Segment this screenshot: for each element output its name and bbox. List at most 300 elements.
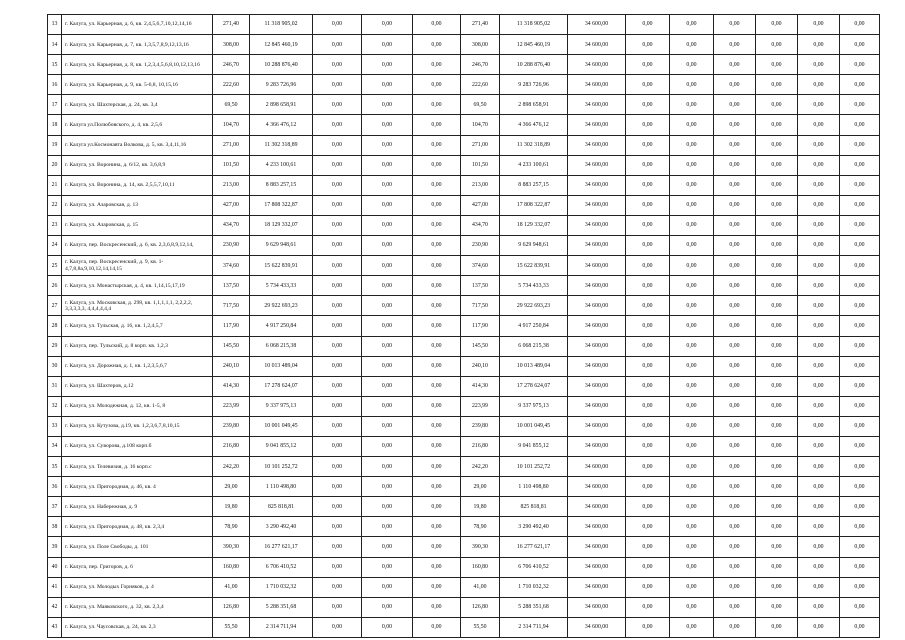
area-cell: 434,70 — [213, 215, 250, 235]
col16-cell: 0,00 — [840, 376, 880, 396]
area-cell: 104,70 — [213, 115, 250, 135]
col7-cell: 0,00 — [413, 276, 461, 296]
col12-cell: 0,00 — [670, 195, 714, 215]
cost2-cell: 11 302 318,89 — [500, 135, 568, 155]
col11-cell: 0,00 — [626, 215, 670, 235]
address-cell: г. Калуга, ул. Пригородная, д. 48, кв. 2,3,4 — [62, 517, 213, 537]
col16-cell: 0,00 — [840, 215, 880, 235]
col7-cell: 0,00 — [413, 376, 461, 396]
col11-cell: 0,00 — [626, 577, 670, 597]
col16-cell: 0,00 — [840, 617, 880, 637]
table-row — [48, 296, 880, 316]
col14-cell: 0,00 — [756, 296, 798, 316]
address-cell: г. Калуга, пер. Воскресенский, д. 9, кв. 1-4,7,8,8а,9,10,12,14,14,15 — [62, 256, 213, 276]
col13-cell: 0,00 — [714, 457, 756, 477]
area2-cell: 160,80 — [461, 557, 500, 577]
col12-cell: 0,00 — [670, 336, 714, 356]
address-cell: г. Калуга, ул. Набережная, д. 9 — [62, 497, 213, 517]
area-cell: 230,90 — [213, 236, 250, 256]
col15-cell: 0,00 — [798, 155, 840, 175]
col6-cell: 0,00 — [362, 396, 413, 416]
col12-cell: 0,00 — [670, 155, 714, 175]
col11-cell: 0,00 — [626, 336, 670, 356]
col13-cell: 0,00 — [714, 256, 756, 276]
row-index: 29 — [48, 336, 62, 356]
cost2-cell: 9 283 726,96 — [500, 75, 568, 95]
area-cell: 414,30 — [213, 376, 250, 396]
row-index: 20 — [48, 155, 62, 175]
area-cell: 19,80 — [213, 497, 250, 517]
col16-cell: 0,00 — [840, 416, 880, 436]
address-cell: г. Калуга, пер. Григоров, д. 6 — [62, 557, 213, 577]
col6-cell: 0,00 — [362, 215, 413, 235]
col13-cell: 0,00 — [714, 597, 756, 617]
col11-cell: 0,00 — [626, 477, 670, 497]
table-row — [48, 35, 880, 55]
area-cell: 69,50 — [213, 95, 250, 115]
cost-cell: 29 922 693,23 — [250, 296, 313, 316]
address-cell: г. Калуга, ул. Шахтерская, д. 24, кв. 3,4 — [62, 95, 213, 115]
row-index: 33 — [48, 416, 62, 436]
rate-cell: 34 600,00 — [568, 497, 626, 517]
address-cell: г. Калуга ул.Полюбовского, д. 4, кв. 2,5,6 — [62, 115, 213, 135]
col15-cell: 0,00 — [798, 517, 840, 537]
col11-cell: 0,00 — [626, 597, 670, 617]
col15-cell: 0,00 — [798, 356, 840, 376]
address-cell: г. Калуга, ул. Азаровская, д. 15 — [62, 215, 213, 235]
table-row — [48, 376, 880, 396]
col14-cell: 0,00 — [756, 135, 798, 155]
col5-cell: 0,00 — [313, 396, 362, 416]
row-index: 23 — [48, 215, 62, 235]
cost2-cell: 11 318 905,02 — [500, 15, 568, 35]
address-cell: г. Калуга, пер. Воскресенский, д. 6, кв. 2,3,6,8,9,12,14, — [62, 236, 213, 256]
address-cell: г. Калуга, ул. Азаровская, д. 13 — [62, 195, 213, 215]
row-index: 40 — [48, 557, 62, 577]
area2-cell: 427,00 — [461, 195, 500, 215]
cost2-cell: 17 808 322,87 — [500, 195, 568, 215]
col13-cell: 0,00 — [714, 436, 756, 456]
col13-cell: 0,00 — [714, 75, 756, 95]
address-cell: г. Калуга, ул. Московская, д. 298, кв. 1,1,1,1,1, 2,2,2,2, 3,3,3,3,3, 4,4,4,4,4,4 — [62, 296, 213, 316]
col7-cell: 0,00 — [413, 215, 461, 235]
cost2-cell: 10 013 489,04 — [500, 356, 568, 376]
cost-cell: 2 314 711,94 — [250, 617, 313, 637]
col7-cell: 0,00 — [413, 497, 461, 517]
area-cell: 55,50 — [213, 617, 250, 637]
cost-cell: 6 068 215,38 — [250, 336, 313, 356]
col11-cell: 0,00 — [626, 296, 670, 316]
cost-cell: 1 110 498,80 — [250, 477, 313, 497]
cost2-cell: 1 110 498,80 — [500, 477, 568, 497]
cost2-cell: 1 710 032,32 — [500, 577, 568, 597]
cost-cell: 5 734 433,33 — [250, 276, 313, 296]
col13-cell: 0,00 — [714, 577, 756, 597]
table-row — [48, 396, 880, 416]
col6-cell: 0,00 — [362, 497, 413, 517]
col6-cell: 0,00 — [362, 477, 413, 497]
rate-cell: 34 600,00 — [568, 35, 626, 55]
col16-cell: 0,00 — [840, 517, 880, 537]
col11-cell: 0,00 — [626, 276, 670, 296]
cost-cell: 4 366 476,12 — [250, 115, 313, 135]
col14-cell: 0,00 — [756, 457, 798, 477]
col12-cell: 0,00 — [670, 75, 714, 95]
col5-cell: 0,00 — [313, 115, 362, 135]
area-cell: 427,00 — [213, 195, 250, 215]
table-row — [48, 155, 880, 175]
rate-cell: 34 600,00 — [568, 336, 626, 356]
col7-cell: 0,00 — [413, 356, 461, 376]
address-cell: г. Калуга, ул. Монастырская, д. 4, кв. 1,14,15,17,19 — [62, 276, 213, 296]
table-row — [48, 236, 880, 256]
area2-cell: 246,70 — [461, 55, 500, 75]
table-row — [48, 537, 880, 557]
col13-cell: 0,00 — [714, 195, 756, 215]
cost2-cell: 4 917 250,84 — [500, 316, 568, 336]
area2-cell: 434,70 — [461, 215, 500, 235]
col6-cell: 0,00 — [362, 135, 413, 155]
col14-cell: 0,00 — [756, 15, 798, 35]
col14-cell: 0,00 — [756, 195, 798, 215]
col16-cell: 0,00 — [840, 316, 880, 336]
rate-cell: 34 600,00 — [568, 376, 626, 396]
row-index: 16 — [48, 75, 62, 95]
col13-cell: 0,00 — [714, 416, 756, 436]
col14-cell: 0,00 — [756, 215, 798, 235]
col15-cell: 0,00 — [798, 296, 840, 316]
row-index: 27 — [48, 296, 62, 316]
col16-cell: 0,00 — [840, 497, 880, 517]
cost2-cell: 4 366 476,12 — [500, 115, 568, 135]
cost2-cell: 2 314 711,94 — [500, 617, 568, 637]
col5-cell: 0,00 — [313, 316, 362, 336]
col15-cell: 0,00 — [798, 497, 840, 517]
col12-cell: 0,00 — [670, 15, 714, 35]
address-cell: г. Калуга, ул. Чаусовская, д. 24, кв. 2,3 — [62, 617, 213, 637]
row-index: 35 — [48, 457, 62, 477]
cost-cell: 12 845 460,19 — [250, 35, 313, 55]
col6-cell: 0,00 — [362, 457, 413, 477]
col13-cell: 0,00 — [714, 497, 756, 517]
row-index: 39 — [48, 537, 62, 557]
rate-cell: 34 600,00 — [568, 55, 626, 75]
col5-cell: 0,00 — [313, 457, 362, 477]
col15-cell: 0,00 — [798, 276, 840, 296]
col7-cell: 0,00 — [413, 396, 461, 416]
row-index: 13 — [48, 15, 62, 35]
col5-cell: 0,00 — [313, 215, 362, 235]
col6-cell: 0,00 — [362, 416, 413, 436]
address-cell: г. Калуга, ул. Шахтеров, д.12 — [62, 376, 213, 396]
area-cell: 271,40 — [213, 15, 250, 35]
address-cell: г. Калуга, ул. Дорожная, д. 1, кв. 1,2,3,5,6,7 — [62, 356, 213, 376]
address-cell: г. Калуга, ул. Маяковского, д. 32, кв. 2,3,4 — [62, 597, 213, 617]
area2-cell: 223,99 — [461, 396, 500, 416]
col13-cell: 0,00 — [714, 396, 756, 416]
col16-cell: 0,00 — [840, 195, 880, 215]
area-cell: 29,00 — [213, 477, 250, 497]
col6-cell: 0,00 — [362, 356, 413, 376]
row-index: 37 — [48, 497, 62, 517]
rate-cell: 34 600,00 — [568, 215, 626, 235]
col14-cell: 0,00 — [756, 557, 798, 577]
area2-cell: 717,50 — [461, 296, 500, 316]
cost-cell: 8 883 257,15 — [250, 175, 313, 195]
col11-cell: 0,00 — [626, 376, 670, 396]
row-index: 38 — [48, 517, 62, 537]
address-cell: г. Калуга, ул. Поле Свободы, д. 101 — [62, 537, 213, 557]
rate-cell: 34 600,00 — [568, 597, 626, 617]
col7-cell: 0,00 — [413, 135, 461, 155]
col16-cell: 0,00 — [840, 256, 880, 276]
col11-cell: 0,00 — [626, 15, 670, 35]
col7-cell: 0,00 — [413, 75, 461, 95]
col16-cell: 0,00 — [840, 457, 880, 477]
col14-cell: 0,00 — [756, 497, 798, 517]
table-row — [48, 175, 880, 195]
col13-cell: 0,00 — [714, 155, 756, 175]
col11-cell: 0,00 — [626, 517, 670, 537]
area-cell: 117,90 — [213, 316, 250, 336]
col14-cell: 0,00 — [756, 336, 798, 356]
address-cell: г. Калуга ул.Космонавта Волкова, д. 5, кв. 3,4,11,16 — [62, 135, 213, 155]
row-index: 31 — [48, 376, 62, 396]
area-cell: 78,90 — [213, 517, 250, 537]
col5-cell: 0,00 — [313, 95, 362, 115]
col16-cell: 0,00 — [840, 236, 880, 256]
col16-cell: 0,00 — [840, 336, 880, 356]
col14-cell: 0,00 — [756, 477, 798, 497]
col5-cell: 0,00 — [313, 597, 362, 617]
col7-cell: 0,00 — [413, 597, 461, 617]
cost2-cell: 9 629 948,61 — [500, 236, 568, 256]
col12-cell: 0,00 — [670, 416, 714, 436]
row-index: 21 — [48, 175, 62, 195]
col5-cell: 0,00 — [313, 175, 362, 195]
col7-cell: 0,00 — [413, 436, 461, 456]
cost-cell: 16 277 621,17 — [250, 537, 313, 557]
col5-cell: 0,00 — [313, 155, 362, 175]
rate-cell: 34 600,00 — [568, 155, 626, 175]
col14-cell: 0,00 — [756, 396, 798, 416]
col13-cell: 0,00 — [714, 477, 756, 497]
cost2-cell: 15 622 839,91 — [500, 256, 568, 276]
col11-cell: 0,00 — [626, 175, 670, 195]
cost2-cell: 825 818,81 — [500, 497, 568, 517]
col16-cell: 0,00 — [840, 296, 880, 316]
col7-cell: 0,00 — [413, 316, 461, 336]
col7-cell: 0,00 — [413, 155, 461, 175]
col6-cell: 0,00 — [362, 557, 413, 577]
address-cell: г. Калуга, ул. Суворова, д.108 корп.б — [62, 436, 213, 456]
col6-cell: 0,00 — [362, 175, 413, 195]
area2-cell: 374,60 — [461, 256, 500, 276]
table-row — [48, 55, 880, 75]
table-row — [48, 215, 880, 235]
col13-cell: 0,00 — [714, 557, 756, 577]
area2-cell: 19,80 — [461, 497, 500, 517]
cost2-cell: 2 898 658,91 — [500, 95, 568, 115]
cost-cell: 3 290 492,40 — [250, 517, 313, 537]
row-index: 15 — [48, 55, 62, 75]
row-index: 43 — [48, 617, 62, 637]
col16-cell: 0,00 — [840, 115, 880, 135]
address-cell: г. Калуга, ул. Карьерная, д. 6, кв. 2,4,5,6,7,10,12,14,16 — [62, 15, 213, 35]
col12-cell: 0,00 — [670, 356, 714, 376]
col15-cell: 0,00 — [798, 95, 840, 115]
col15-cell: 0,00 — [798, 236, 840, 256]
col12-cell: 0,00 — [670, 376, 714, 396]
rate-cell: 34 600,00 — [568, 175, 626, 195]
col12-cell: 0,00 — [670, 256, 714, 276]
cost-cell: 9 283 726,96 — [250, 75, 313, 95]
col11-cell: 0,00 — [626, 75, 670, 95]
col16-cell: 0,00 — [840, 35, 880, 55]
rate-cell: 34 600,00 — [568, 477, 626, 497]
col14-cell: 0,00 — [756, 517, 798, 537]
rate-cell: 34 600,00 — [568, 195, 626, 215]
rate-cell: 34 600,00 — [568, 617, 626, 637]
table-row — [48, 135, 880, 155]
rate-cell: 34 600,00 — [568, 276, 626, 296]
col7-cell: 0,00 — [413, 15, 461, 35]
rate-cell: 34 600,00 — [568, 537, 626, 557]
col7-cell: 0,00 — [413, 537, 461, 557]
col7-cell: 0,00 — [413, 517, 461, 537]
row-index: 18 — [48, 115, 62, 135]
cost-cell: 11 302 318,89 — [250, 135, 313, 155]
area-cell: 374,60 — [213, 256, 250, 276]
area-cell: 242,20 — [213, 457, 250, 477]
col15-cell: 0,00 — [798, 336, 840, 356]
col7-cell: 0,00 — [413, 35, 461, 55]
col16-cell: 0,00 — [840, 477, 880, 497]
col12-cell: 0,00 — [670, 215, 714, 235]
col14-cell: 0,00 — [756, 416, 798, 436]
table-row — [48, 256, 880, 276]
cost2-cell: 6 706 410,52 — [500, 557, 568, 577]
area2-cell: 41,00 — [461, 577, 500, 597]
cost-cell: 10 288 876,40 — [250, 55, 313, 75]
col16-cell: 0,00 — [840, 55, 880, 75]
col14-cell: 0,00 — [756, 155, 798, 175]
col5-cell: 0,00 — [313, 236, 362, 256]
col5-cell: 0,00 — [313, 436, 362, 456]
rate-cell: 34 600,00 — [568, 517, 626, 537]
col11-cell: 0,00 — [626, 316, 670, 336]
col16-cell: 0,00 — [840, 155, 880, 175]
area-cell: 216,80 — [213, 436, 250, 456]
cost2-cell: 9 041 855,12 — [500, 436, 568, 456]
col16-cell: 0,00 — [840, 276, 880, 296]
table-row — [48, 316, 880, 336]
col12-cell: 0,00 — [670, 497, 714, 517]
col11-cell: 0,00 — [626, 617, 670, 637]
cost2-cell: 10 288 876,40 — [500, 55, 568, 75]
col5-cell: 0,00 — [313, 75, 362, 95]
area2-cell: 126,80 — [461, 597, 500, 617]
housing-table — [47, 14, 880, 638]
col16-cell: 0,00 — [840, 577, 880, 597]
area-cell: 717,50 — [213, 296, 250, 316]
area2-cell: 216,80 — [461, 436, 500, 456]
table-row — [48, 557, 880, 577]
col14-cell: 0,00 — [756, 236, 798, 256]
col7-cell: 0,00 — [413, 617, 461, 637]
col7-cell: 0,00 — [413, 477, 461, 497]
cost-cell: 15 622 839,91 — [250, 256, 313, 276]
col5-cell: 0,00 — [313, 276, 362, 296]
area2-cell: 271,00 — [461, 135, 500, 155]
rate-cell: 34 600,00 — [568, 75, 626, 95]
rate-cell: 34 600,00 — [568, 115, 626, 135]
area-cell: 126,80 — [213, 597, 250, 617]
cost2-cell: 3 290 492,40 — [500, 517, 568, 537]
col12-cell: 0,00 — [670, 597, 714, 617]
cost-cell: 825 818,81 — [250, 497, 313, 517]
cost2-cell: 6 068 215,38 — [500, 336, 568, 356]
col12-cell: 0,00 — [670, 396, 714, 416]
area-cell: 137,50 — [213, 276, 250, 296]
col6-cell: 0,00 — [362, 296, 413, 316]
col7-cell: 0,00 — [413, 195, 461, 215]
col13-cell: 0,00 — [714, 296, 756, 316]
row-index: 34 — [48, 436, 62, 456]
col5-cell: 0,00 — [313, 296, 362, 316]
table-row — [48, 276, 880, 296]
table-row — [48, 356, 880, 376]
cost-cell: 2 898 658,91 — [250, 95, 313, 115]
col7-cell: 0,00 — [413, 55, 461, 75]
col11-cell: 0,00 — [626, 256, 670, 276]
area-cell: 240,10 — [213, 356, 250, 376]
address-cell: г. Калуга, ул. Воронина, д. 6/12, кв. 3,6,8,9 — [62, 155, 213, 175]
col6-cell: 0,00 — [362, 55, 413, 75]
cost-cell: 10 101 252,72 — [250, 457, 313, 477]
col11-cell: 0,00 — [626, 557, 670, 577]
area2-cell: 239,80 — [461, 416, 500, 436]
cost-cell: 5 288 351,68 — [250, 597, 313, 617]
area-cell: 239,80 — [213, 416, 250, 436]
col14-cell: 0,00 — [756, 276, 798, 296]
area2-cell: 390,30 — [461, 537, 500, 557]
row-index: 22 — [48, 195, 62, 215]
col5-cell: 0,00 — [313, 135, 362, 155]
cost-cell: 9 337 975,13 — [250, 396, 313, 416]
table-row — [48, 336, 880, 356]
col12-cell: 0,00 — [670, 617, 714, 637]
col11-cell: 0,00 — [626, 95, 670, 115]
area-cell: 213,00 — [213, 175, 250, 195]
col11-cell: 0,00 — [626, 135, 670, 155]
rate-cell: 34 600,00 — [568, 416, 626, 436]
col16-cell: 0,00 — [840, 597, 880, 617]
address-cell: г. Калуга, ул. Пригородная, д. 46, кв. 4 — [62, 477, 213, 497]
col16-cell: 0,00 — [840, 436, 880, 456]
col12-cell: 0,00 — [670, 436, 714, 456]
cost-cell: 18 129 332,07 — [250, 215, 313, 235]
area2-cell: 117,90 — [461, 316, 500, 336]
row-index: 32 — [48, 396, 62, 416]
rate-cell: 34 600,00 — [568, 316, 626, 336]
col7-cell: 0,00 — [413, 577, 461, 597]
col7-cell: 0,00 — [413, 336, 461, 356]
col5-cell: 0,00 — [313, 195, 362, 215]
address-cell: г. Калуга, ул. Карьерная, д. 8, кв. 1,2,3,4,5,6,8,10,12,13,16 — [62, 55, 213, 75]
rate-cell: 34 600,00 — [568, 557, 626, 577]
col14-cell: 0,00 — [756, 256, 798, 276]
